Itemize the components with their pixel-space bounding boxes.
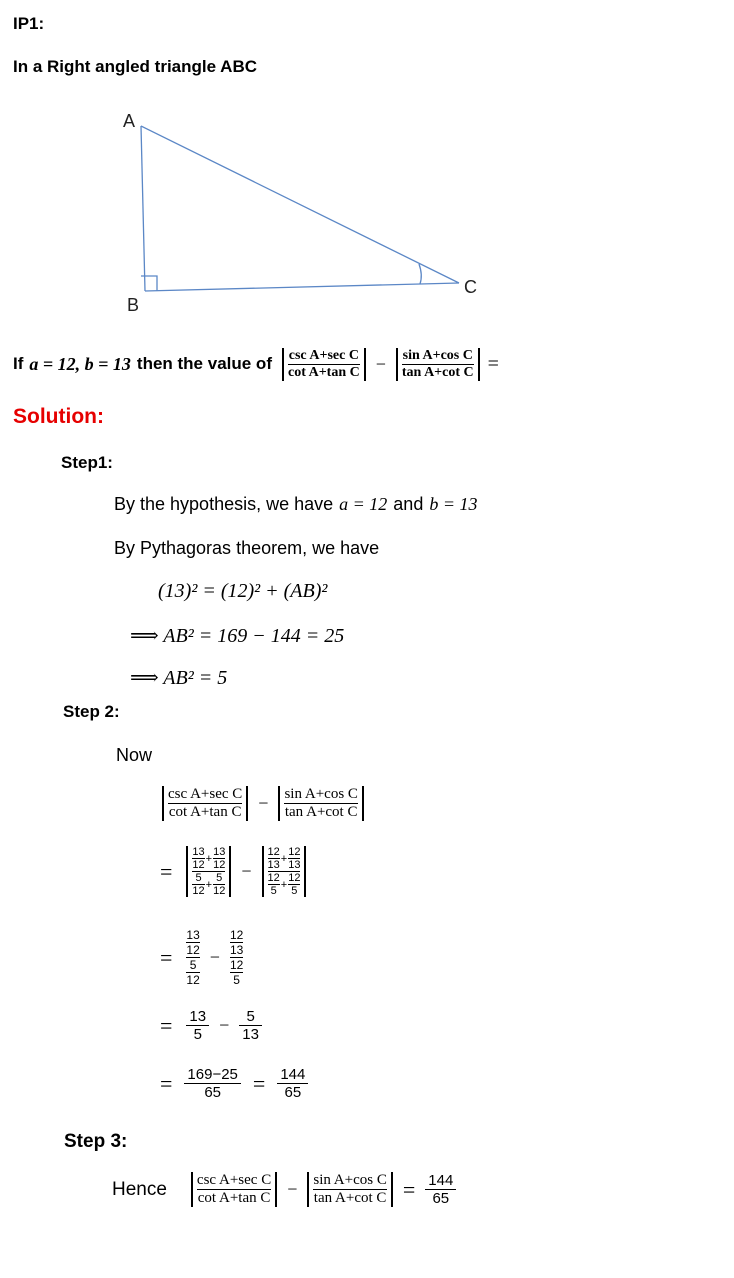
vertex-c-label: C	[464, 277, 477, 297]
bracket-2	[396, 348, 480, 381]
s2-eq-2: =	[160, 944, 173, 970]
s2-eq-1: =	[160, 858, 173, 884]
s3-bracket-2	[307, 1172, 392, 1207]
s2-eq-4: =	[160, 1070, 173, 1096]
step2-substitution	[160, 846, 306, 897]
step1-label: Step1:	[61, 453, 113, 472]
step3-label: Step 3:	[64, 1131, 128, 1152]
step1-eq3: ⟹ AB² = 5	[130, 667, 228, 689]
s2-minus-4: −	[219, 1015, 230, 1035]
s3-bracket-1	[191, 1172, 277, 1207]
step1-and: and	[393, 494, 424, 514]
final-num: 169−25	[187, 1066, 238, 1083]
final-den-2: 65	[284, 1084, 302, 1101]
s2-sub-bracket-1: $\frac{13}{12}$ + $\frac{13}{12}$ $\frac{5}{12}$ + $\frac{5}{12}$	[186, 846, 231, 897]
sub1-d2: 12	[213, 859, 226, 871]
simp1-b: 12	[186, 943, 200, 957]
given-values: a = 12, b = 13	[29, 353, 131, 374]
step3-hence: Hence	[112, 1178, 167, 1200]
sub1-n4: 5	[216, 872, 223, 884]
step2-simplified	[160, 928, 243, 987]
q-equals: =	[487, 352, 499, 375]
sub1-n3: 5	[195, 872, 202, 884]
q-den-1: cot A+tan C	[287, 364, 360, 380]
s3-den-2: tan A+cot C	[313, 1190, 387, 1206]
s2-sub-bracket-2: $\frac{12}{13}$ + $\frac{12}{13}$ $\frac{12}{5}$ + $\frac{12}{5}$	[262, 846, 307, 897]
vertex-a-label: A	[123, 111, 136, 131]
step1-eq1: (13)² = (12)² + (AB)²	[158, 580, 328, 602]
sub2-d3: 5	[270, 885, 277, 897]
step2-now: Now	[116, 745, 153, 765]
right-angle-mark	[141, 276, 157, 291]
q-num-1: csc A+sec C	[288, 347, 359, 363]
question-line	[13, 342, 499, 386]
side-ab	[141, 126, 145, 291]
problem-id: IP1:	[13, 14, 45, 33]
q-minus: −	[375, 353, 386, 374]
s2-minus-1: −	[258, 793, 269, 813]
s2-eq-3: =	[160, 1012, 173, 1038]
step1-b: b = 13	[429, 494, 478, 514]
sub1-d3: 12	[192, 885, 205, 897]
simp2-a: 12	[229, 928, 244, 942]
step1-line2: By Pythagoras theorem, we have	[114, 538, 380, 558]
sub1-d1: 12	[192, 859, 205, 871]
s2-eq-5: =	[252, 1070, 266, 1096]
step1-line1	[114, 494, 478, 515]
simp1-a: 13	[186, 928, 200, 942]
triangle-diagram	[0, 100, 734, 320]
step1-eq2: ⟹ AB² = 169 − 144 = 25	[130, 625, 345, 647]
question-prefix: If	[13, 354, 24, 373]
sub2-n1: 12	[267, 846, 280, 858]
answer-den: 65	[432, 1190, 450, 1207]
answer-num: 144	[428, 1172, 454, 1189]
simp1-c: 5	[189, 958, 197, 972]
step2-expression	[162, 786, 364, 821]
s2-bracket-2	[278, 786, 363, 821]
sub1-d4: 12	[213, 885, 226, 897]
question-expression	[282, 348, 499, 381]
res1-num: 13	[189, 1008, 207, 1025]
solution-heading: Solution:	[13, 405, 104, 428]
simp1-d: 12	[186, 973, 200, 987]
sub1-n2: 13	[213, 846, 226, 858]
s2-minus-2: −	[241, 861, 252, 881]
angle-c-mark	[419, 264, 421, 284]
s3-minus: −	[287, 1179, 298, 1199]
s2-bracket-1	[162, 786, 248, 821]
res2-num: 5	[246, 1008, 255, 1025]
final-num-2: 144	[280, 1066, 306, 1083]
sub2-n3: 12	[267, 872, 280, 884]
sub2-n4: 12	[288, 872, 301, 884]
step2-final	[160, 1066, 308, 1101]
step1-line1-text: By the hypothesis, we have	[114, 494, 334, 514]
sub2-d2: 13	[288, 859, 301, 871]
step2-result	[160, 1008, 262, 1043]
step2-label: Step 2:	[63, 702, 120, 721]
final-den: 65	[204, 1084, 221, 1101]
question-mid: then the value of	[136, 354, 272, 373]
s2-den-2: tan A+cot C	[284, 804, 358, 820]
s2-den-1: cot A+tan C	[168, 804, 242, 820]
s3-num-1: csc A+sec C	[196, 1172, 272, 1188]
sub2-d4: 5	[291, 885, 298, 897]
s2-num-1: csc A+sec C	[168, 786, 243, 802]
step3-line	[112, 1172, 456, 1207]
s2-minus-3: −	[209, 947, 220, 967]
q-den-2: tan A+cot C	[401, 364, 474, 380]
step1-a: a = 12	[339, 494, 388, 514]
bracket-1	[282, 348, 366, 381]
sub2-d1: 13	[267, 859, 280, 871]
s3-den-1: cot A+tan C	[197, 1190, 271, 1206]
simp2-d: 5	[233, 973, 240, 987]
side-bc	[145, 283, 459, 291]
simp2-b: 13	[229, 943, 244, 957]
vertex-b-label: B	[127, 295, 140, 315]
problem-statement: In a Right angled triangle ABC	[13, 57, 257, 76]
sub1-n1: 13	[192, 846, 205, 858]
side-ac	[141, 126, 459, 283]
res2-den: 13	[242, 1026, 259, 1043]
s3-equals: =	[402, 1176, 416, 1202]
res1-den: 5	[193, 1026, 202, 1043]
s2-num-2: sin A+cos C	[284, 786, 358, 802]
sub2-n2: 12	[288, 846, 301, 858]
simp2-c: 12	[229, 958, 244, 972]
q-num-2: sin A+cos C	[402, 347, 473, 363]
s3-num-2: sin A+cos C	[313, 1172, 387, 1188]
